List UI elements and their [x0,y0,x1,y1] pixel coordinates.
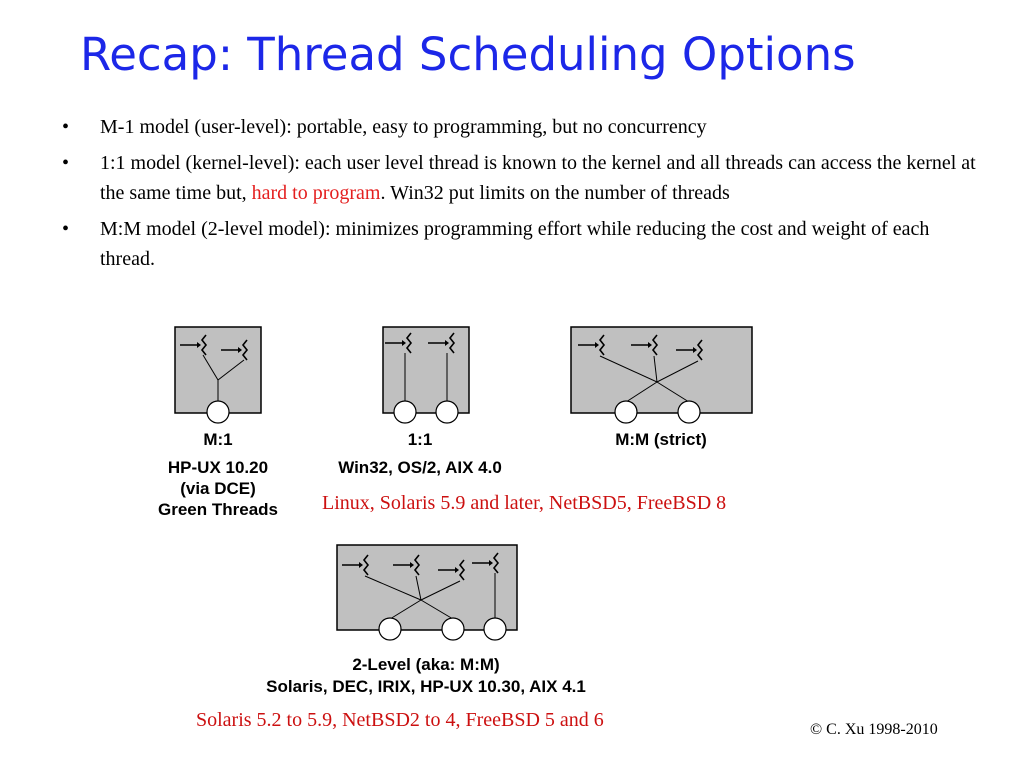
two-level-kernel-thread-1 [379,618,401,640]
hard-to-program-highlight: hard to program [251,182,381,204]
one-one-kernel-thread-1 [394,401,416,423]
slide-title: Recap: Thread Scheduling Options [80,28,856,81]
m1-system-2: (via DCE) [180,479,256,498]
m1-system-1: HP-UX 10.20 [167,458,269,477]
two-level-systems-note: Solaris 5.2 to 5.9, NetBSD2 to 4, FreeBSD 5 and 6 [196,709,604,731]
mm-kernel-thread-2 [678,401,700,423]
m1-system-3: Green Threads [158,500,278,519]
one-one-label: 1:1 [407,430,433,449]
bullet-one-one-text-end: . Win32 put limits on the number of threads [380,182,730,204]
two-level-process-box [337,545,517,630]
bullet-m1-text: M-1 model (user-level): portable, easy to programming, but no concurrency [100,116,707,138]
two-level-diagram [266,545,586,696]
bullet-dot: • [62,116,70,138]
mm-strict-diagram [571,327,752,449]
bullet-mm-text: M:M model (2-level model): minimizes programming effort while reducing the cost and weight of each thread. [100,218,930,270]
mm-kernel-thread-1 [615,401,637,423]
one-one-process-box [383,327,469,413]
one-one-diagram [338,327,502,477]
two-level-kernel-thread-2 [442,618,464,640]
bullet-one-one-text: 1:1 model (kernel-level): each user level thread is known to the kernel and all threads can access the kernel at the same time but, [100,152,976,204]
bullet-dot: • [62,152,70,174]
one-one-kernel-thread-2 [436,401,458,423]
mm-process-box [571,327,752,413]
mm-systems-note: Linux, Solaris 5.9 and later, NetBSD5, FreeBSD 8 [322,492,727,514]
two-level-systems: Solaris, DEC, IRIX, HP-UX 10.30, AIX 4.1 [266,677,586,696]
one-one-systems: Win32, OS/2, AIX 4.0 [338,458,502,477]
bullet-dot: • [62,218,70,240]
two-level-label: 2-Level (aka: M:M) [352,655,500,674]
m1-kernel-thread [207,401,229,423]
m1-diagram [158,327,278,519]
mm-label: M:M (strict) [615,430,707,449]
m1-label: M:1 [203,430,233,449]
two-level-kernel-thread-3 [484,618,506,640]
copyright: © C. Xu 1998-2010 [810,721,938,738]
